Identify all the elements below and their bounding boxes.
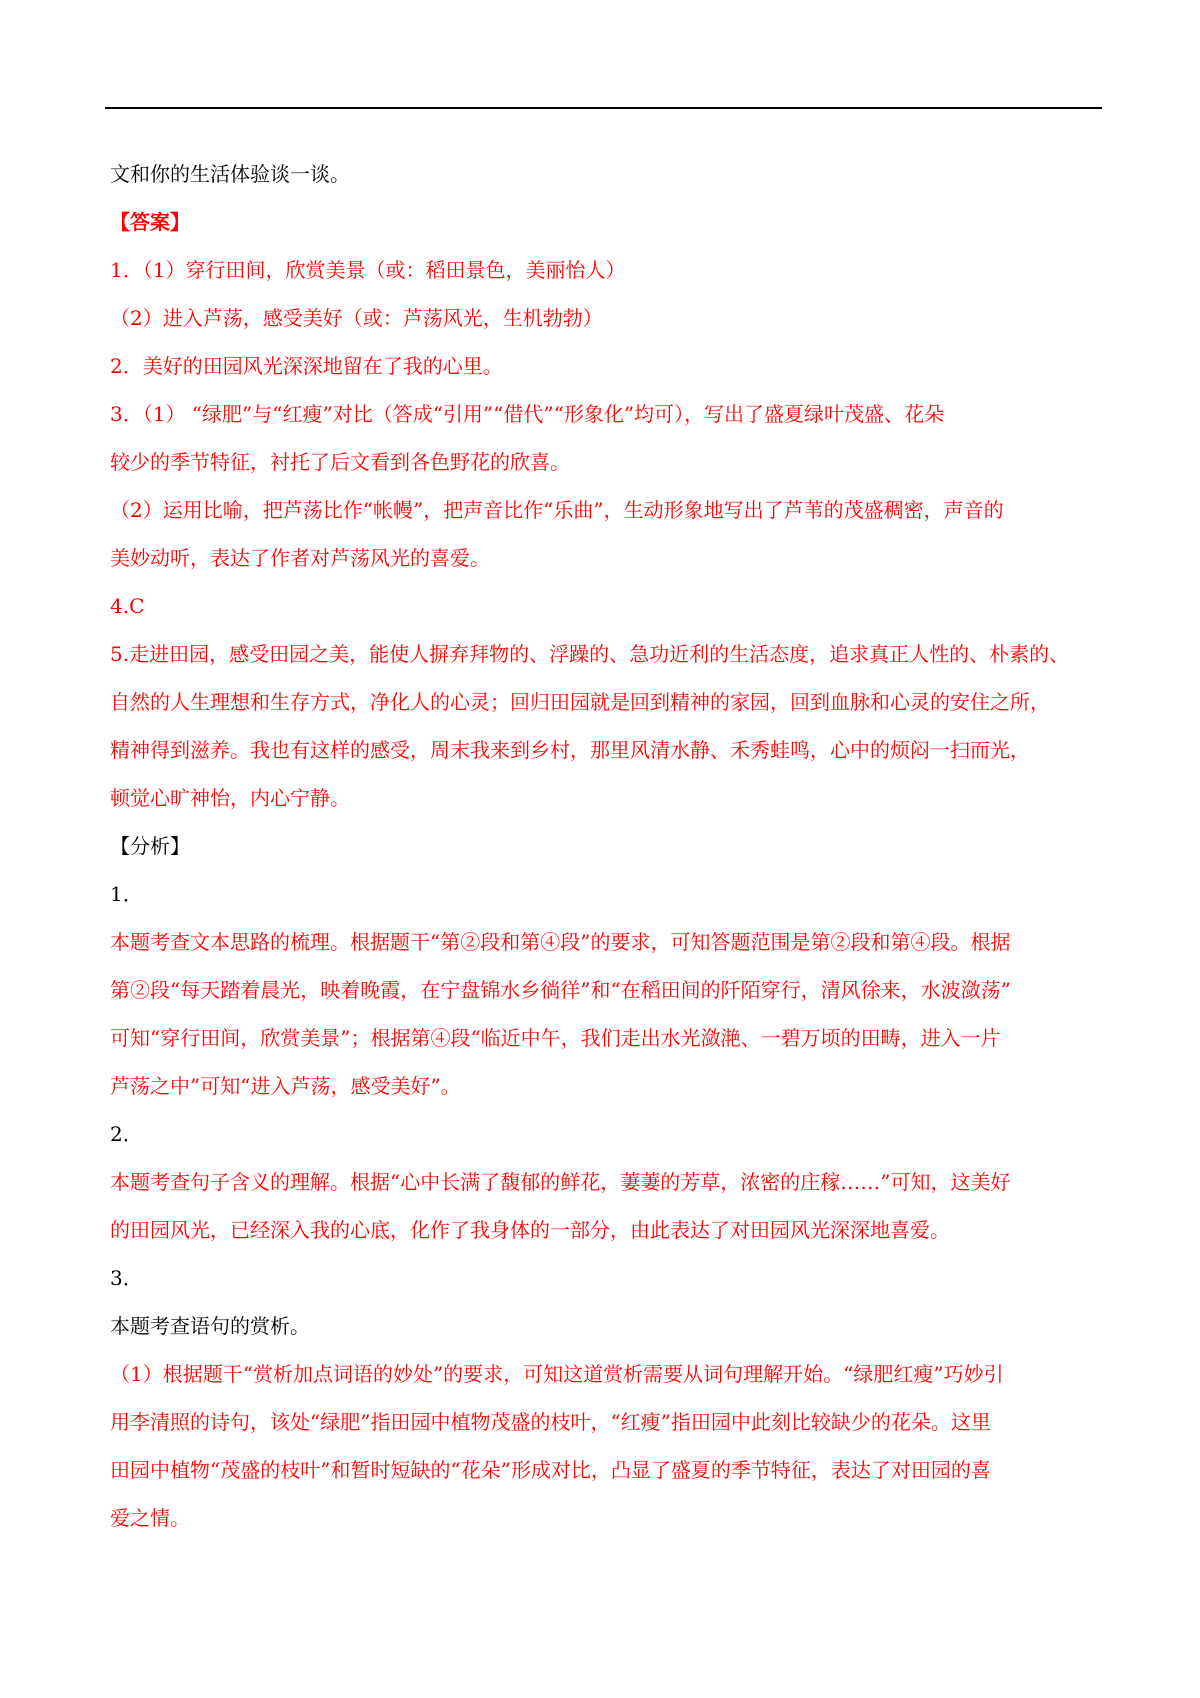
analysis-2-line-2: 的田园风光，已经深入我的心底，化作了我身体的一部分，由此表达了对田园风光深深地喜爱。 bbox=[110, 1218, 950, 1242]
text-line-1: 文和你的生活体验谈一谈。 bbox=[110, 162, 350, 186]
answer-5-line-4: 顿觉心旷神怡，内心宁静。 bbox=[110, 786, 350, 810]
analysis-1-line-2: 第②段“每天踏着晨光，映着晚霞，在宁盘锦水乡徜徉”和“在稻田间的阡陌穿行，清风徐来，水波潋荡” bbox=[110, 978, 1011, 1002]
answer-1-part-1: 1．（1）穿行田间，欣赏美景（或：稻田景色，美丽怡人） bbox=[110, 258, 626, 282]
answer-5-line-1: 5.走进田园，感受田园之美，能使人摒弃拜物的、浮躁的、急功近利的生活态度，追求真正人性的、朴素的、 bbox=[110, 642, 1070, 666]
answer-2: 2．美好的田园风光深深地留在了我的心里。 bbox=[110, 354, 503, 378]
analysis-3-line-3: 田园中植物“茂盛的枝叶”和暂时短缺的“花朵”形成对比，凸显了盛夏的季节特征，表达了对田园的喜 bbox=[110, 1458, 991, 1482]
analysis-3-line-1: （1）根据题干“赏析加点词语的妙处”的要求，可知这道赏析需要从词句理解开始。“绿肥红瘦”巧妙引 bbox=[110, 1362, 1004, 1386]
answer-1-part-2: （2）进入芦荡，感受美好（或：芦荡风光，生机勃勃） bbox=[110, 306, 603, 330]
analysis-3-line-4: 爱之情。 bbox=[110, 1506, 190, 1530]
analysis-3-line-2: 用李清照的诗句，该处“绿肥”指田园中植物茂盛的枝叶，“红瘦”指田园中此刻比较缺少的花朵。这里 bbox=[110, 1410, 991, 1434]
analysis-2-number: 2． bbox=[110, 1122, 143, 1146]
analysis-heading: 【分析】 bbox=[110, 834, 190, 858]
analysis-1-number: 1． bbox=[110, 882, 143, 906]
answer-3-part-1-line-2: 较少的季节特征，衬托了后文看到各色野花的欣喜。 bbox=[110, 450, 570, 474]
answer-heading: 【答案】 bbox=[110, 210, 190, 234]
answer-5-line-2: 自然的人生理想和生存方式，净化人的心灵；回归田园就是回到精神的家园，回到血脉和心灵的安住之所， bbox=[110, 690, 1050, 714]
answer-3-part-2-line-2: 美妙动听，表达了作者对芦荡风光的喜爱。 bbox=[110, 546, 490, 570]
answer-5-line-3: 精神得到滋养。我也有这样的感受，周末我来到乡村，那里风清水静、禾秀蛙鸣，心中的烦闷一扫而光， bbox=[110, 738, 1030, 762]
analysis-1-line-4: 芦荡之中”可知“进入芦荡，感受美好”。 bbox=[110, 1074, 461, 1098]
analysis-3-number: 3． bbox=[110, 1266, 143, 1290]
analysis-3-intro: 本题考查语句的赏析。 bbox=[110, 1314, 310, 1338]
analysis-1-line-3: 可知“穿行田间，欣赏美景”；根据第④段“临近中午，我们走出水光潋滟、一碧万顷的田畴，进入一片 bbox=[110, 1026, 1001, 1050]
document-body bbox=[110, 150, 1100, 1542]
answer-3-part-2-line-1: （2）运用比喻，把芦荡比作“帐幔”，把声音比作“乐曲”，生动形象地写出了芦苇的茂盛稠密，声音的 bbox=[110, 498, 1004, 522]
header-rule bbox=[105, 107, 1102, 109]
answer-4: 4.C bbox=[110, 594, 145, 618]
answer-3-part-1-line-1: 3．（1） “绿肥”与“红瘦”对比（答成“引用”“借代”“形象化”均可），写出了盛夏绿叶茂盛、花朵 bbox=[110, 402, 945, 426]
analysis-2-line-1: 本题考查句子含义的理解。根据“心中长满了馥郁的鲜花，萋萋的芳草，浓密的庄稼……”可知，这美好 bbox=[110, 1170, 1011, 1194]
analysis-1-line-1: 本题考查文本思路的梳理。根据题干“第②段和第④段”的要求，可知答题范围是第②段和第④段。根据 bbox=[110, 930, 1011, 954]
